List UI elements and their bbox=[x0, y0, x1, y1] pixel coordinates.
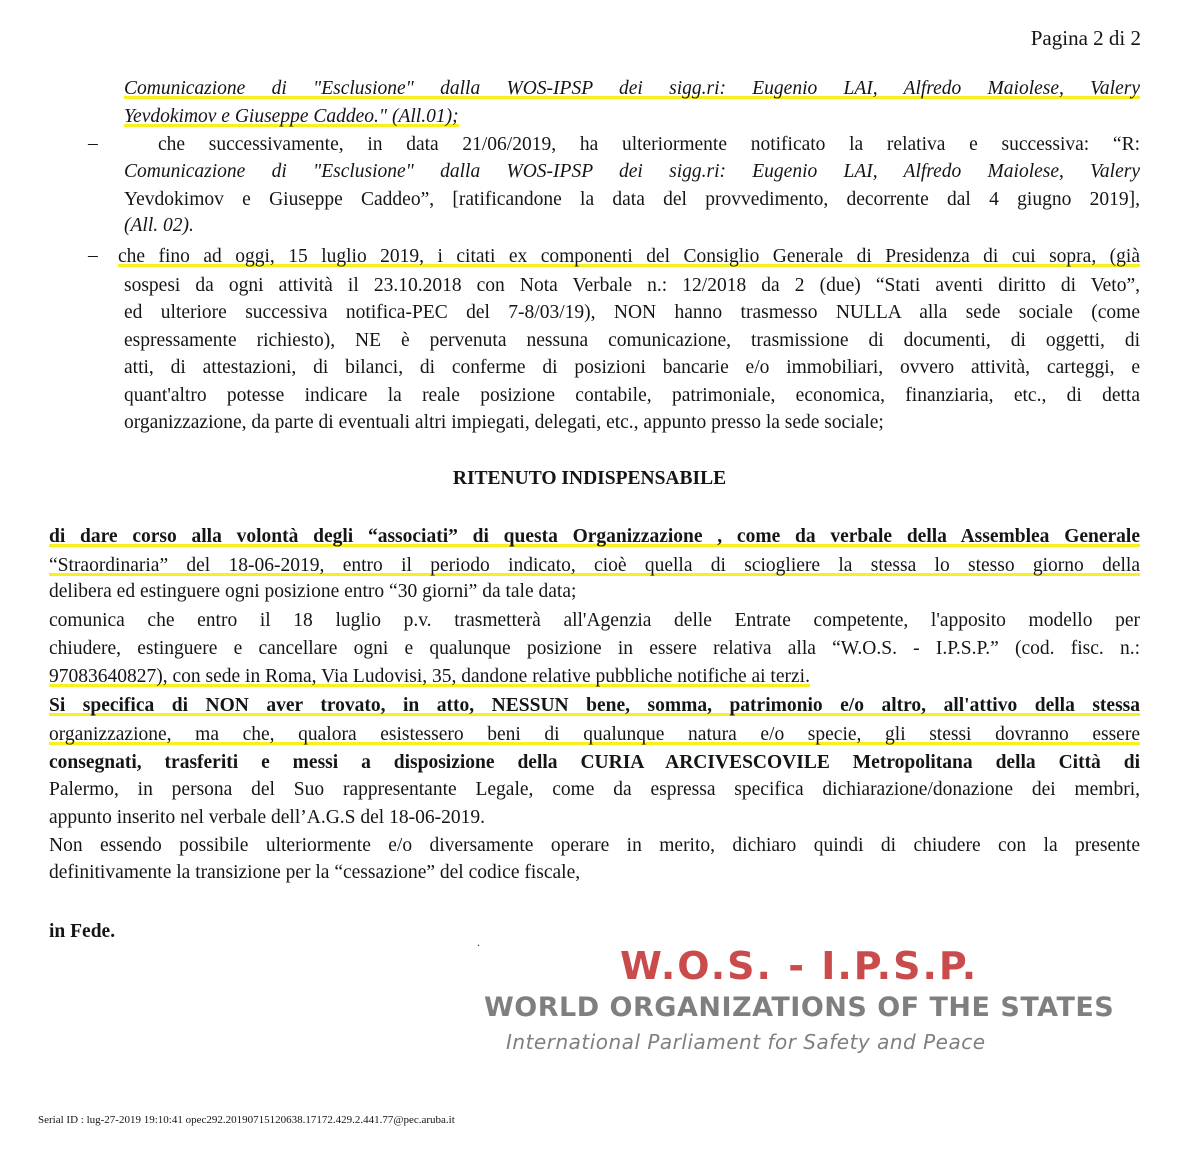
text-line: che fino ad oggi, 15 luglio 2019, i citati ex componenti del Consiglio Generale di Presidenza di cui sopra, (già bbox=[118, 246, 1140, 267]
text-line: Palermo, in persona del Suo rappresentante Legale, come da espressa specifica dichiarazione/donazione dei membri, bbox=[49, 779, 1140, 800]
text-line: comunica che entro il 18 luglio p.v. trasmetterà all'Agenzia delle Entrate competente, l'apposito modello per bbox=[49, 610, 1140, 631]
bullet-dash: – bbox=[88, 133, 98, 154]
text-line: definitivamente la transizione per la “cessazione” del codice fiscale, bbox=[49, 862, 581, 883]
text-line: di dare corso alla volontà degli “associati” di questa Organizzazione , come da verbale della Assemblea Generale bbox=[49, 526, 1140, 547]
stamp-organization-name: WORLD ORGANIZATIONS OF THE STATES bbox=[484, 992, 1115, 1023]
text-line: quant'altro potesse indicare la reale posizione contabile, patrimoniale, economica, finanziaria, etc., di detta bbox=[124, 385, 1140, 406]
stamp-acronym: W.O.S. - I.P.S.P. bbox=[620, 944, 979, 988]
text-line: “Straordinaria” del 18-06-2019, entro il periodo indicato, cioè quella di sciogliere la stessa lo stesso giorno della bbox=[49, 555, 1140, 576]
text-line: 97083640827), con sede in Roma, Via Ludovisi, 35, dandone relative pubbliche notifiche ai terzi. bbox=[49, 666, 810, 687]
text-line: Yevdokimov e Giuseppe Caddeo”, [ratificandone la data del provvedimento, decorrente dal 4 giugno 2019], bbox=[124, 189, 1140, 210]
text-line: chiudere, estinguere e cancellare ogni e qualunque posizione in essere relativa alla “W.O.S. - I.P.S.P.” (cod. fisc. n.: bbox=[49, 638, 1140, 659]
text-line: Non essendo possibile ulteriormente e/o diversamente operare in merito, dichiaro quindi di chiudere con la presente bbox=[49, 835, 1140, 856]
text-line: delibera ed estinguere ogni posizione entro “30 giorni” da tale data; bbox=[49, 581, 577, 602]
stray-mark: . bbox=[477, 935, 480, 949]
text-line: atti, di attestazioni, di bilanci, di conferme di posizioni bancarie e/o immobiliari, ovvero attività, carteggi, e bbox=[124, 357, 1140, 378]
closing-text: in Fede. bbox=[49, 921, 116, 942]
text-line: (All. 02). bbox=[124, 215, 194, 236]
serial-id: Serial ID : lug-27-2019 19:10:41 opec292.20190715120638.17172.429.2.441.77@pec.aruba.it bbox=[38, 1114, 455, 1126]
text-line: organizzazione, ma che, qualora esistessero beni di qualunque natura e/o specie, gli stessi dovranno essere bbox=[49, 724, 1140, 745]
stamp-subtitle: International Parliament for Safety and Peace bbox=[506, 1030, 986, 1054]
text-line: Yevdokimov e Giuseppe Caddeo." (All.01); bbox=[124, 106, 459, 127]
text-line: Si specifica di NON aver trovato, in atto, NESSUN bene, somma, patrimonio e/o altro, all'attivo della stessa bbox=[49, 695, 1140, 716]
bullet-dash: – bbox=[88, 245, 98, 266]
text-line: organizzazione, da parte di eventuali altri impiegati, delegati, etc., appunto presso la sede sociale; bbox=[124, 412, 884, 433]
text-line: appunto inserito nel verbale dell’A.G.S del 18-06-2019. bbox=[49, 807, 485, 828]
text-line: Comunicazione di "Esclusione" dalla WOS-IPSP dei sigg.ri: Eugenio LAI, Alfredo Maiolese, Valery bbox=[124, 78, 1140, 99]
text-line: ed ulteriore successiva notifica-PEC del 7-8/03/19), NON hanno trasmesso NULLA alla sede sociale (come bbox=[124, 302, 1140, 323]
page-number: Pagina 2 di 2 bbox=[1030, 26, 1141, 50]
text-line: sospesi da ogni attività il 23.10.2018 con Nota Verbale n.: 12/2018 da 2 (due) “Stati aventi diritto di Veto”, bbox=[124, 275, 1140, 296]
text-line: Comunicazione di "Esclusione" dalla WOS-IPSP dei sigg.ri: Eugenio LAI, Alfredo Maiolese, Valery bbox=[124, 161, 1140, 182]
text-line: che successivamente, in data 21/06/2019, ha ulteriormente notificato la relativa e successiva: “R: bbox=[158, 134, 1140, 155]
section-heading: RITENUTO INDISPENSABILE bbox=[452, 468, 727, 489]
text-line: consegnati, trasferiti e messi a disposizione della CURIA ARCIVESCOVILE Metropolitana della Città di bbox=[49, 752, 1140, 773]
text-line: espressamente richiesto), NE è pervenuta nessuna comunicazione, trasmissione di documenti, di oggetti, di bbox=[124, 330, 1140, 351]
